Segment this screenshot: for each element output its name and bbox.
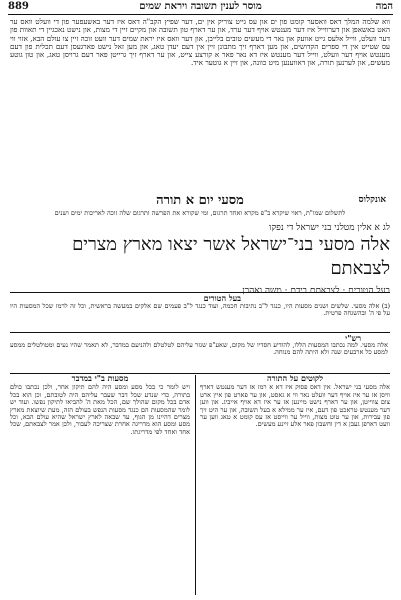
targum-label: אונקלוס [358,195,386,205]
targum-verse-line: לג א אלין מטלני בני ישראל די נפקו [269,223,390,233]
column-heading-left: מסעות ב"י במדבר [71,375,129,383]
torah-verse: אלה מסעי בני־ישראל אשר יצאו מארץ מצרים לצבאתם [72,234,390,279]
musar-text-block [10,18,390,188]
verse-subline: בעל הטורים · לצבאתם בידם · משה ואהרן [242,286,390,296]
rashi-label: רש"י [345,333,361,343]
header-title: מוסר לענין תשובה ויראת שמים [139,1,262,12]
divider [10,292,390,293]
column-rule [195,375,196,595]
divider [10,373,390,374]
musar-paragraph: ווא שלמה המלך דאס וואסער קומט פון ים און עס גייט צוריק אין ים, דער שפיץ הקב"ה דאס איז דער באשעפער פון די וועלט וואס ער האט באשאפן און דערווייל איז דער מענטש אויף דער ערד, און ער דארף טון תשובה און מקיים זיין די מצות, און נישט נאכגיין די תאוות פון דער וועלט, ווייל אלעס גייט אוועק און נאר די מעשים טובים בלייבן, און דער וואס איז יראת שמים דער וועט זוכה זיין צו עולם הבא, אזוי ווי עס שטייט אין די ספרים הקדושים, און מען דארף זיך מתבונן זיין אין דעם יעדן טאג, און מען זאל נישט פארגעסן דעם תכלית פון דעם מענטש אויף דער וועלט, ווייל דער מענטש איז דא נאר פאר א קורצע צייט, און ער דארף זיך גרייטן פאר דעם גרויסן טאג, און טון גוטע מעשים, און לערנען תורה, און דאווענען מיט כוונה, און זיין א גוטער איד. [10,18,390,68]
header-label: המה [375,1,393,12]
column-text-right: אלה מסעי בני ישראל. אין דאס פסוק איז דא א רמז אז דער מענטש דארף וויסן אז ער איז אויף דער וועלט נאר ווי א גאסט, און ער פארט פון איין ארט צום צווייטן, און ער דארף נישט מיינען אז ער איז דא אויף אייביג. און ווען דער מענטש טראכט פון דעם, איז ער ממילא א בעל תשובה, און ער היט זיך פון עבירות, און ער טוט מצות, ווייל ער ווייסט אז עס קומט א טאג ווען ער וועט דארפן געבן א דין וחשבון פאר אלע זיינע מעשים. [200,383,390,429]
page-number: 889 [8,1,29,12]
running-header [8,2,393,15]
baal-turim-label: בעל הטורים [203,293,241,303]
baal-turim-paragraph: (ב) אלה מסעי. שלשים ושנים מסעות היו, כנגד ל"ב נתיבות חכמה, ועוד כנגד ל"ב פעמים שם אלקים במעשה בראשית, וכל זה לרמז שכל המסעות היו על פי ה' ובהשגחה פרטית. [10,303,390,318]
instruction-line: לתשלום שמו"ת, ראוי שיקרא ב"פ מקרא ואחד תרגום, ומי שקורא את הפרשה ותרגום שלה זוכה לאריכות ימים ושנים [54,209,346,217]
rashi-paragraph: אלה מסעי. למה נכתבו המסעות הללו, להודיע חסדיו של מקום, שאע"פ שגזר עליהם לטלטלם ולהניעם במדבר, לא תאמר שהיו נעים ומטולטלים ממסע למסע כל ארבעים שנה ולא היתה להם מנוחה. [10,342,388,357]
baal-turim-text [10,303,390,331]
divider [10,332,390,333]
rashi-text [10,342,388,372]
commentary-column-right [200,375,390,595]
column-heading-right: לקוטים על התורה [267,375,323,383]
parsha-title: מסעי יום א תורה [156,193,244,208]
column-text-left: ויש לומר כי בכל מסע ומסע היה להם תיקון אחר, ולכן נכתבו כולם בתורה, כדי שנדע שכל דבר שעבר עליהם היה לטובתם, וכן הוא בכל אדם בכל מקום שהולך שם, הכל מאת ה' להביאו לתיקון נפשו. ועוד יש לומר שהמסעות הם כנגד מסעות הנפש בעולם הזה, מעת שיוצאת מארץ מצרים דהיינו מן הגוף, עד שבאה לארץ ישראל שהיא עולם הבא, וכל מסע ומסע הוא מדריגה אחרת שצריכה לעבור, ולכן אמר לצבאתם, שכל אחד ואחד לפי מדריגתו. [10,383,190,436]
section-heading [10,192,390,220]
commentary-column-left [10,375,190,595]
